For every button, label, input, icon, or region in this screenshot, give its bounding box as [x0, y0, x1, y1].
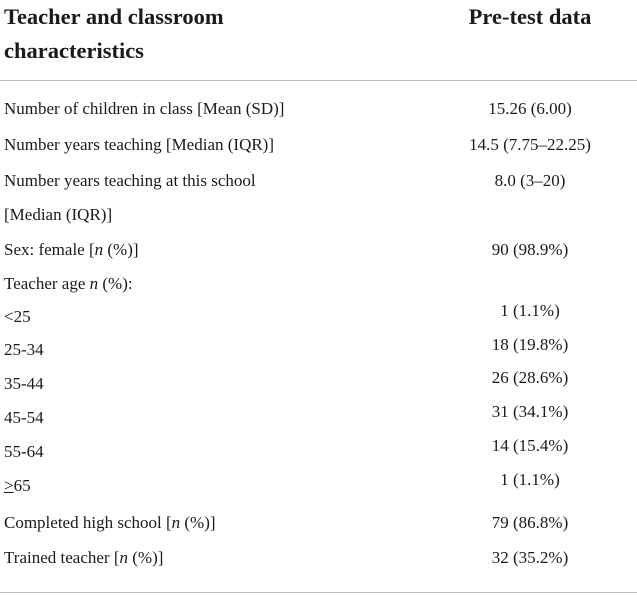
row-value-completed-high-school: 79 (86.8%) [491, 513, 569, 532]
row-value-years-teaching: 14.5 (7.75–22.25) [469, 135, 591, 154]
row-label-years-at-school [4, 171, 256, 191]
header-divider [0, 80, 637, 81]
label-text-underlined: > [4, 476, 14, 495]
row-label-sex-female [4, 240, 139, 260]
row-label-years-at-school-cont [4, 205, 112, 225]
label-text: <25 [4, 307, 31, 326]
label-text: 25-34 [4, 340, 44, 359]
label-text-post: (%): [98, 274, 133, 293]
label-text: 55-64 [4, 442, 44, 461]
row-value-age-55-64: 14 (15.4%) [491, 436, 569, 455]
row-label-years-teaching [4, 135, 274, 155]
label-text-italic: n [89, 274, 99, 293]
row-value-age-25-34: 18 (19.8%) [491, 335, 569, 354]
row-label-age-25-34 [4, 340, 44, 360]
row-value-age-35-44: 26 (28.6%) [491, 368, 569, 387]
row-value-sex-female: 90 (98.9%) [491, 240, 569, 259]
row-value-years-at-school: 8.0 (3–20) [494, 171, 566, 190]
row-value-age-45-54: 31 (34.1%) [491, 402, 569, 421]
label-text-post: 65 [13, 476, 31, 495]
label-text-pre: Trained teacher [ [4, 548, 120, 567]
label-text-italic: n [171, 513, 181, 532]
row-label-age-55-64 [4, 442, 44, 462]
label-text-post: (%)] [180, 513, 216, 532]
row-value-age-65-plus: 1 (1.1%) [500, 470, 560, 489]
row-label-completed-high-school [4, 513, 216, 533]
row-value-age-under-25: 1 (1.1%) [500, 301, 560, 320]
row-label-teacher-age [4, 274, 133, 294]
row-label-trained-teacher [4, 548, 163, 568]
row-value-children-in-class: 15.26 (6.00) [488, 99, 572, 118]
label-text: 45-54 [4, 408, 44, 427]
label-text: Number of children in class [Mean (SD)] [4, 99, 285, 118]
row-label-age-35-44 [4, 374, 44, 394]
table-bottom-divider [0, 592, 637, 593]
row-label-age-45-54 [4, 408, 44, 428]
label-text: Number years teaching at this school [4, 171, 256, 190]
column-header-characteristics [4, 0, 334, 68]
column-header-pretest: Pre-test data [468, 4, 592, 29]
label-text: Number years teaching [Median (IQR)] [4, 135, 275, 154]
row-label-age-65-plus [4, 476, 31, 496]
label-text-italic: n [94, 240, 104, 259]
label-text-pre: Completed high school [ [4, 513, 172, 532]
label-text-pre: Sex: female [ [4, 240, 95, 259]
label-text: 35-44 [4, 374, 44, 393]
label-text-post: (%)] [128, 548, 164, 567]
label-text-italic: n [119, 548, 128, 567]
row-value-trained-teacher: 32 (35.2%) [491, 548, 569, 567]
label-text-post: (%)] [103, 240, 139, 259]
column-header-line-1: Teacher and classroom [4, 4, 224, 29]
label-text-pre: Teacher age [4, 274, 90, 293]
column-header-line-2: characteristics [4, 38, 144, 63]
row-label-age-under-25 [4, 307, 31, 327]
row-label-children-in-class [4, 99, 284, 119]
label-text: [Median (IQR)] [4, 205, 113, 224]
